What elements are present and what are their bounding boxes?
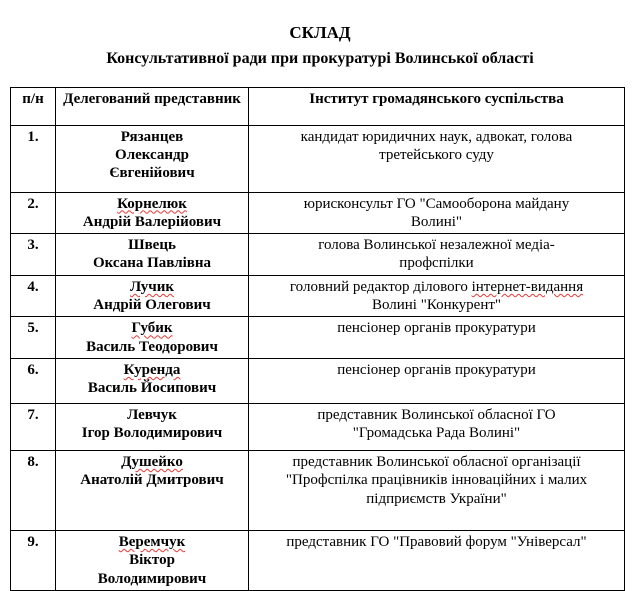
row-number-cell: 2. xyxy=(11,192,56,234)
name-text: Василь Теодорович xyxy=(86,338,218,355)
table-row xyxy=(11,192,625,234)
delegate-name-line xyxy=(59,453,245,471)
institute-line xyxy=(252,213,621,231)
institute-text: підприємств України" xyxy=(366,490,507,507)
delegate-name-cell xyxy=(56,403,249,450)
table-row xyxy=(11,530,625,590)
header-civil-society-institute: Інститут громадянського суспільства xyxy=(249,87,625,125)
institute-text: "Громадська Рада Волині" xyxy=(352,425,521,442)
name-text: Левчук xyxy=(127,406,177,423)
row-number-cell: 1. xyxy=(11,125,56,192)
name-text: Віктор xyxy=(129,552,175,569)
table-header-row xyxy=(11,87,625,125)
delegate-name-cell xyxy=(56,358,249,403)
name-text: Андрій Олегович xyxy=(93,297,211,314)
document-title: СКЛАД xyxy=(289,23,351,42)
delegate-name-line xyxy=(59,195,245,213)
table-row xyxy=(11,317,625,359)
delegate-name-line xyxy=(59,319,245,337)
institute-line xyxy=(252,406,621,424)
institute-line xyxy=(252,533,621,551)
name-text: Андрій Валерійович xyxy=(82,213,222,230)
table-row xyxy=(11,275,625,317)
institute-cell xyxy=(249,403,625,450)
institute-cell xyxy=(249,450,625,530)
delegate-name-line xyxy=(59,278,245,296)
institute-text: представник Волинської обласної ГО xyxy=(317,406,556,423)
institute-text: "Профспілка працівників інноваційних і малих xyxy=(285,472,588,489)
delegate-name-line xyxy=(59,338,245,356)
delegate-name-cell xyxy=(56,317,249,359)
institute-line xyxy=(252,146,621,164)
institute-text: юрисконсульт ГО "Самооборона майдану xyxy=(303,195,570,212)
name-text: Ігор Володимирович xyxy=(81,425,223,442)
name-text: Анатолій Дмитрович xyxy=(80,472,224,489)
table-row xyxy=(11,403,625,450)
institute-text: пенсіонер органів прокуратури xyxy=(337,320,536,337)
header-row-number: п/н xyxy=(11,87,56,125)
row-number-cell: 6. xyxy=(11,358,56,403)
institute-line xyxy=(252,453,621,471)
institute-cell xyxy=(249,317,625,359)
delegate-name-cell xyxy=(56,275,249,317)
institute-text: головний редактор ділового xyxy=(289,278,472,295)
misspelled-word: Лучик xyxy=(129,278,175,295)
misspelled-word: Веремчук xyxy=(118,533,186,550)
institute-text: голова Волинської незалежної медіа- xyxy=(318,237,555,254)
council-members-table xyxy=(10,87,625,591)
delegate-name-line xyxy=(59,379,245,397)
institute-text: представник Волинської обласної організації xyxy=(292,453,581,470)
row-number-cell: 4. xyxy=(11,275,56,317)
delegate-name-cell xyxy=(56,234,249,276)
institute-line xyxy=(252,424,621,442)
delegate-name-line xyxy=(59,146,245,164)
institute-text: представник ГО "Правовий форум "Універсал" xyxy=(286,533,587,550)
delegate-name-cell xyxy=(56,530,249,590)
institute-line xyxy=(252,319,621,337)
row-number-cell: 7. xyxy=(11,403,56,450)
table-row xyxy=(11,125,625,192)
institute-text: кандидат юридичних наук, адвокат, голова xyxy=(300,128,573,145)
institute-line xyxy=(252,361,621,379)
delegate-name-cell xyxy=(56,125,249,192)
institute-line xyxy=(252,278,621,296)
delegate-name-line xyxy=(59,570,245,588)
document-subtitle: Консультативної ради при прокуратурі Волинської області xyxy=(106,50,534,68)
delegate-name-line xyxy=(59,533,245,551)
institute-cell xyxy=(249,530,625,590)
name-text: Швець xyxy=(128,237,176,254)
row-number-cell: 3. xyxy=(11,234,56,276)
institute-text: Волині "Конкурент" xyxy=(371,297,502,314)
delegate-name-line xyxy=(59,361,245,379)
row-number-cell: 5. xyxy=(11,317,56,359)
institute-text: Волині" xyxy=(410,213,463,230)
table-body xyxy=(11,125,625,590)
institute-text: профспілки xyxy=(399,255,474,272)
table-row xyxy=(11,358,625,403)
delegate-name-cell xyxy=(56,450,249,530)
misspelled-word: Куренда xyxy=(123,361,181,378)
delegate-name-line xyxy=(59,128,245,146)
name-text: Олександр xyxy=(115,146,189,163)
institute-cell xyxy=(249,192,625,234)
institute-text: пенсіонер органів прокуратури xyxy=(337,361,536,378)
delegate-name-cell xyxy=(56,192,249,234)
delegate-name-line xyxy=(59,296,245,314)
delegate-name-line xyxy=(59,551,245,569)
institute-line xyxy=(252,128,621,146)
name-text: Василь Йосипович xyxy=(87,380,217,397)
name-text: Володимирович xyxy=(97,570,207,587)
delegate-name-line xyxy=(59,213,245,231)
institute-cell xyxy=(249,125,625,192)
row-number-cell: 8. xyxy=(11,450,56,530)
name-text: Оксана Павлівна xyxy=(92,255,212,272)
institute-line xyxy=(252,296,621,314)
institute-line xyxy=(252,471,621,489)
table-row xyxy=(11,450,625,530)
header-delegated-representative: Делегований представник xyxy=(56,87,249,125)
delegate-name-line xyxy=(59,164,245,182)
institute-line xyxy=(252,195,621,213)
misspelled-word: Губик xyxy=(131,320,173,337)
row-number-cell: 9. xyxy=(11,530,56,590)
institute-line xyxy=(252,490,621,508)
delegate-name-line xyxy=(59,254,245,272)
name-text: Євгенійович xyxy=(109,165,195,182)
delegate-name-line xyxy=(59,471,245,489)
misspelled-word: Корнелюк xyxy=(117,195,187,212)
institute-cell xyxy=(249,275,625,317)
delegate-name-line xyxy=(59,406,245,424)
institute-line xyxy=(252,236,621,254)
misspelled-word: інтернет-видання xyxy=(471,278,584,295)
table-row xyxy=(11,234,625,276)
institute-text: третейського суду xyxy=(379,146,494,163)
institute-cell xyxy=(249,358,625,403)
misspelled-word: Душейко xyxy=(121,453,183,470)
delegate-name-line xyxy=(59,236,245,254)
institute-cell xyxy=(249,234,625,276)
name-text: Рязанцев xyxy=(120,128,184,145)
institute-line xyxy=(252,254,621,272)
delegate-name-line xyxy=(59,424,245,442)
